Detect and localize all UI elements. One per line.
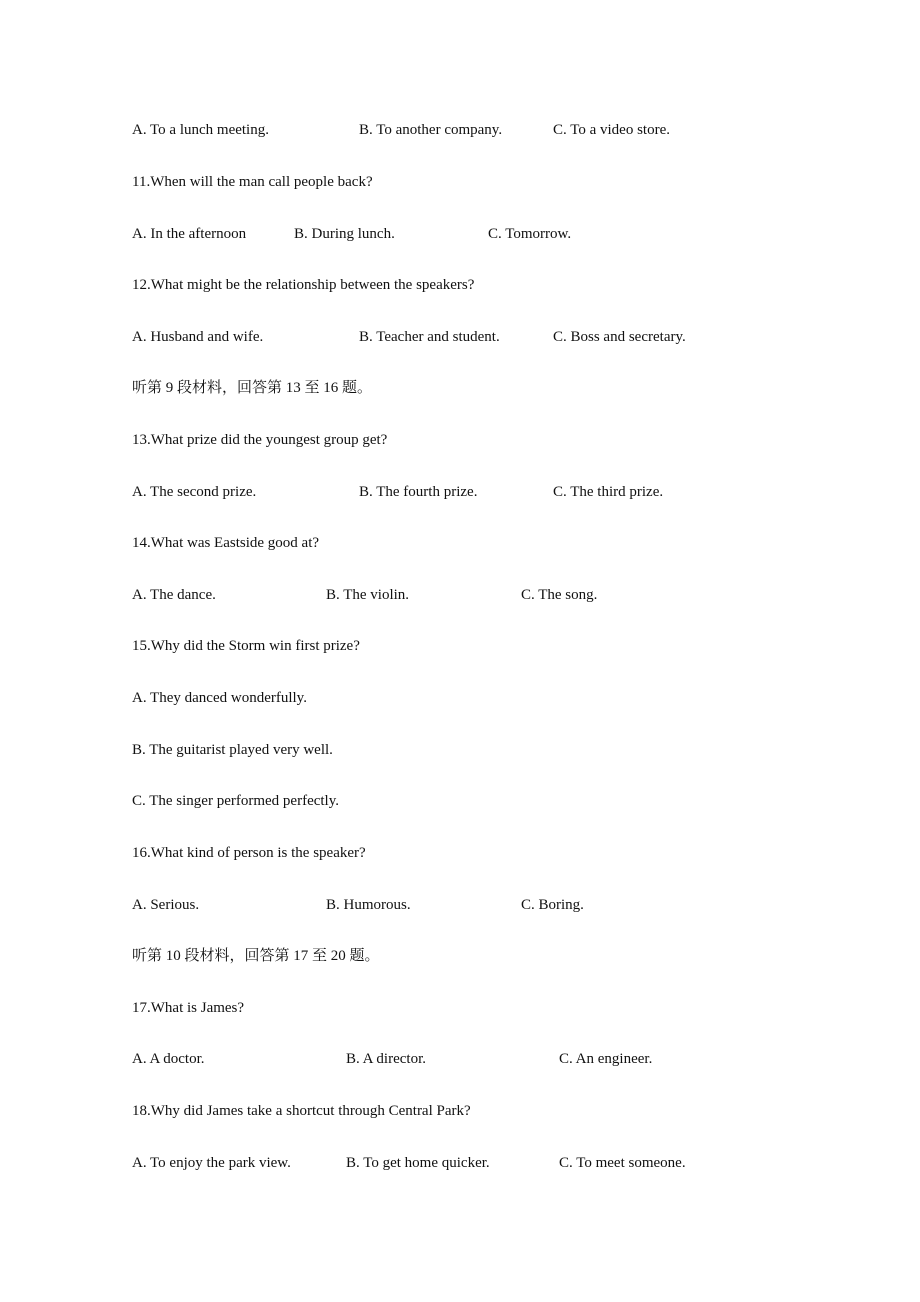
option-a: A. To enjoy the park view.	[132, 1155, 291, 1171]
question-15: 15.Why did the Storm win first prize?	[132, 638, 360, 654]
option-b: B. A director.	[346, 1051, 426, 1067]
option-c: C. Boss and secretary.	[553, 329, 686, 345]
question-12: 12.What might be the relationship between the speakers?	[132, 277, 475, 293]
option-c: C. Tomorrow.	[488, 226, 572, 242]
option-b: B. Teacher and student.	[359, 329, 500, 345]
option-b: B. During lunch.	[294, 226, 395, 242]
option-a: A. They danced wonderfully.	[132, 690, 307, 706]
option-a: A. To a lunch meeting.	[132, 122, 269, 138]
option-a: A. The second prize.	[132, 484, 257, 500]
section-heading: 听第 9 段材料，回答第 13 至 16 题。	[132, 380, 373, 396]
option-b: B. The fourth prize.	[359, 484, 478, 500]
question-13: 13.What prize did the youngest group get?	[132, 432, 388, 448]
section-heading: 听第 10 段材料，回答第 17 至 20 题。	[132, 948, 380, 964]
option-b: B. The violin.	[326, 587, 410, 603]
option-b: B. Humorous.	[326, 897, 411, 913]
option-c: C. Boring.	[521, 897, 584, 913]
option-a: A. In the afternoon	[132, 226, 247, 242]
option-c: C. The singer performed perfectly.	[132, 793, 340, 809]
question-14: 14.What was Eastside good at?	[132, 535, 320, 551]
option-b: B. To another company.	[359, 122, 503, 138]
option-a: A. Serious.	[132, 897, 200, 913]
question-11: 11.When will the man call people back?	[132, 174, 373, 190]
option-b: B. The guitarist played very well.	[132, 742, 333, 758]
option-c: C. An engineer.	[559, 1051, 653, 1067]
option-c: C. To meet someone.	[559, 1155, 686, 1171]
question-16: 16.What kind of person is the speaker?	[132, 845, 366, 861]
option-a: A. A doctor.	[132, 1051, 205, 1067]
question-17: 17.What is James?	[132, 1000, 245, 1016]
option-b: B. To get home quicker.	[346, 1155, 490, 1171]
option-a: A. Husband and wife.	[132, 329, 264, 345]
option-c: C. The song.	[521, 587, 598, 603]
option-a: A. The dance.	[132, 587, 216, 603]
option-c: C. To a video store.	[553, 122, 670, 138]
question-18: 18.Why did James take a shortcut through Central Park?	[132, 1103, 471, 1119]
option-c: C. The third prize.	[553, 484, 664, 500]
